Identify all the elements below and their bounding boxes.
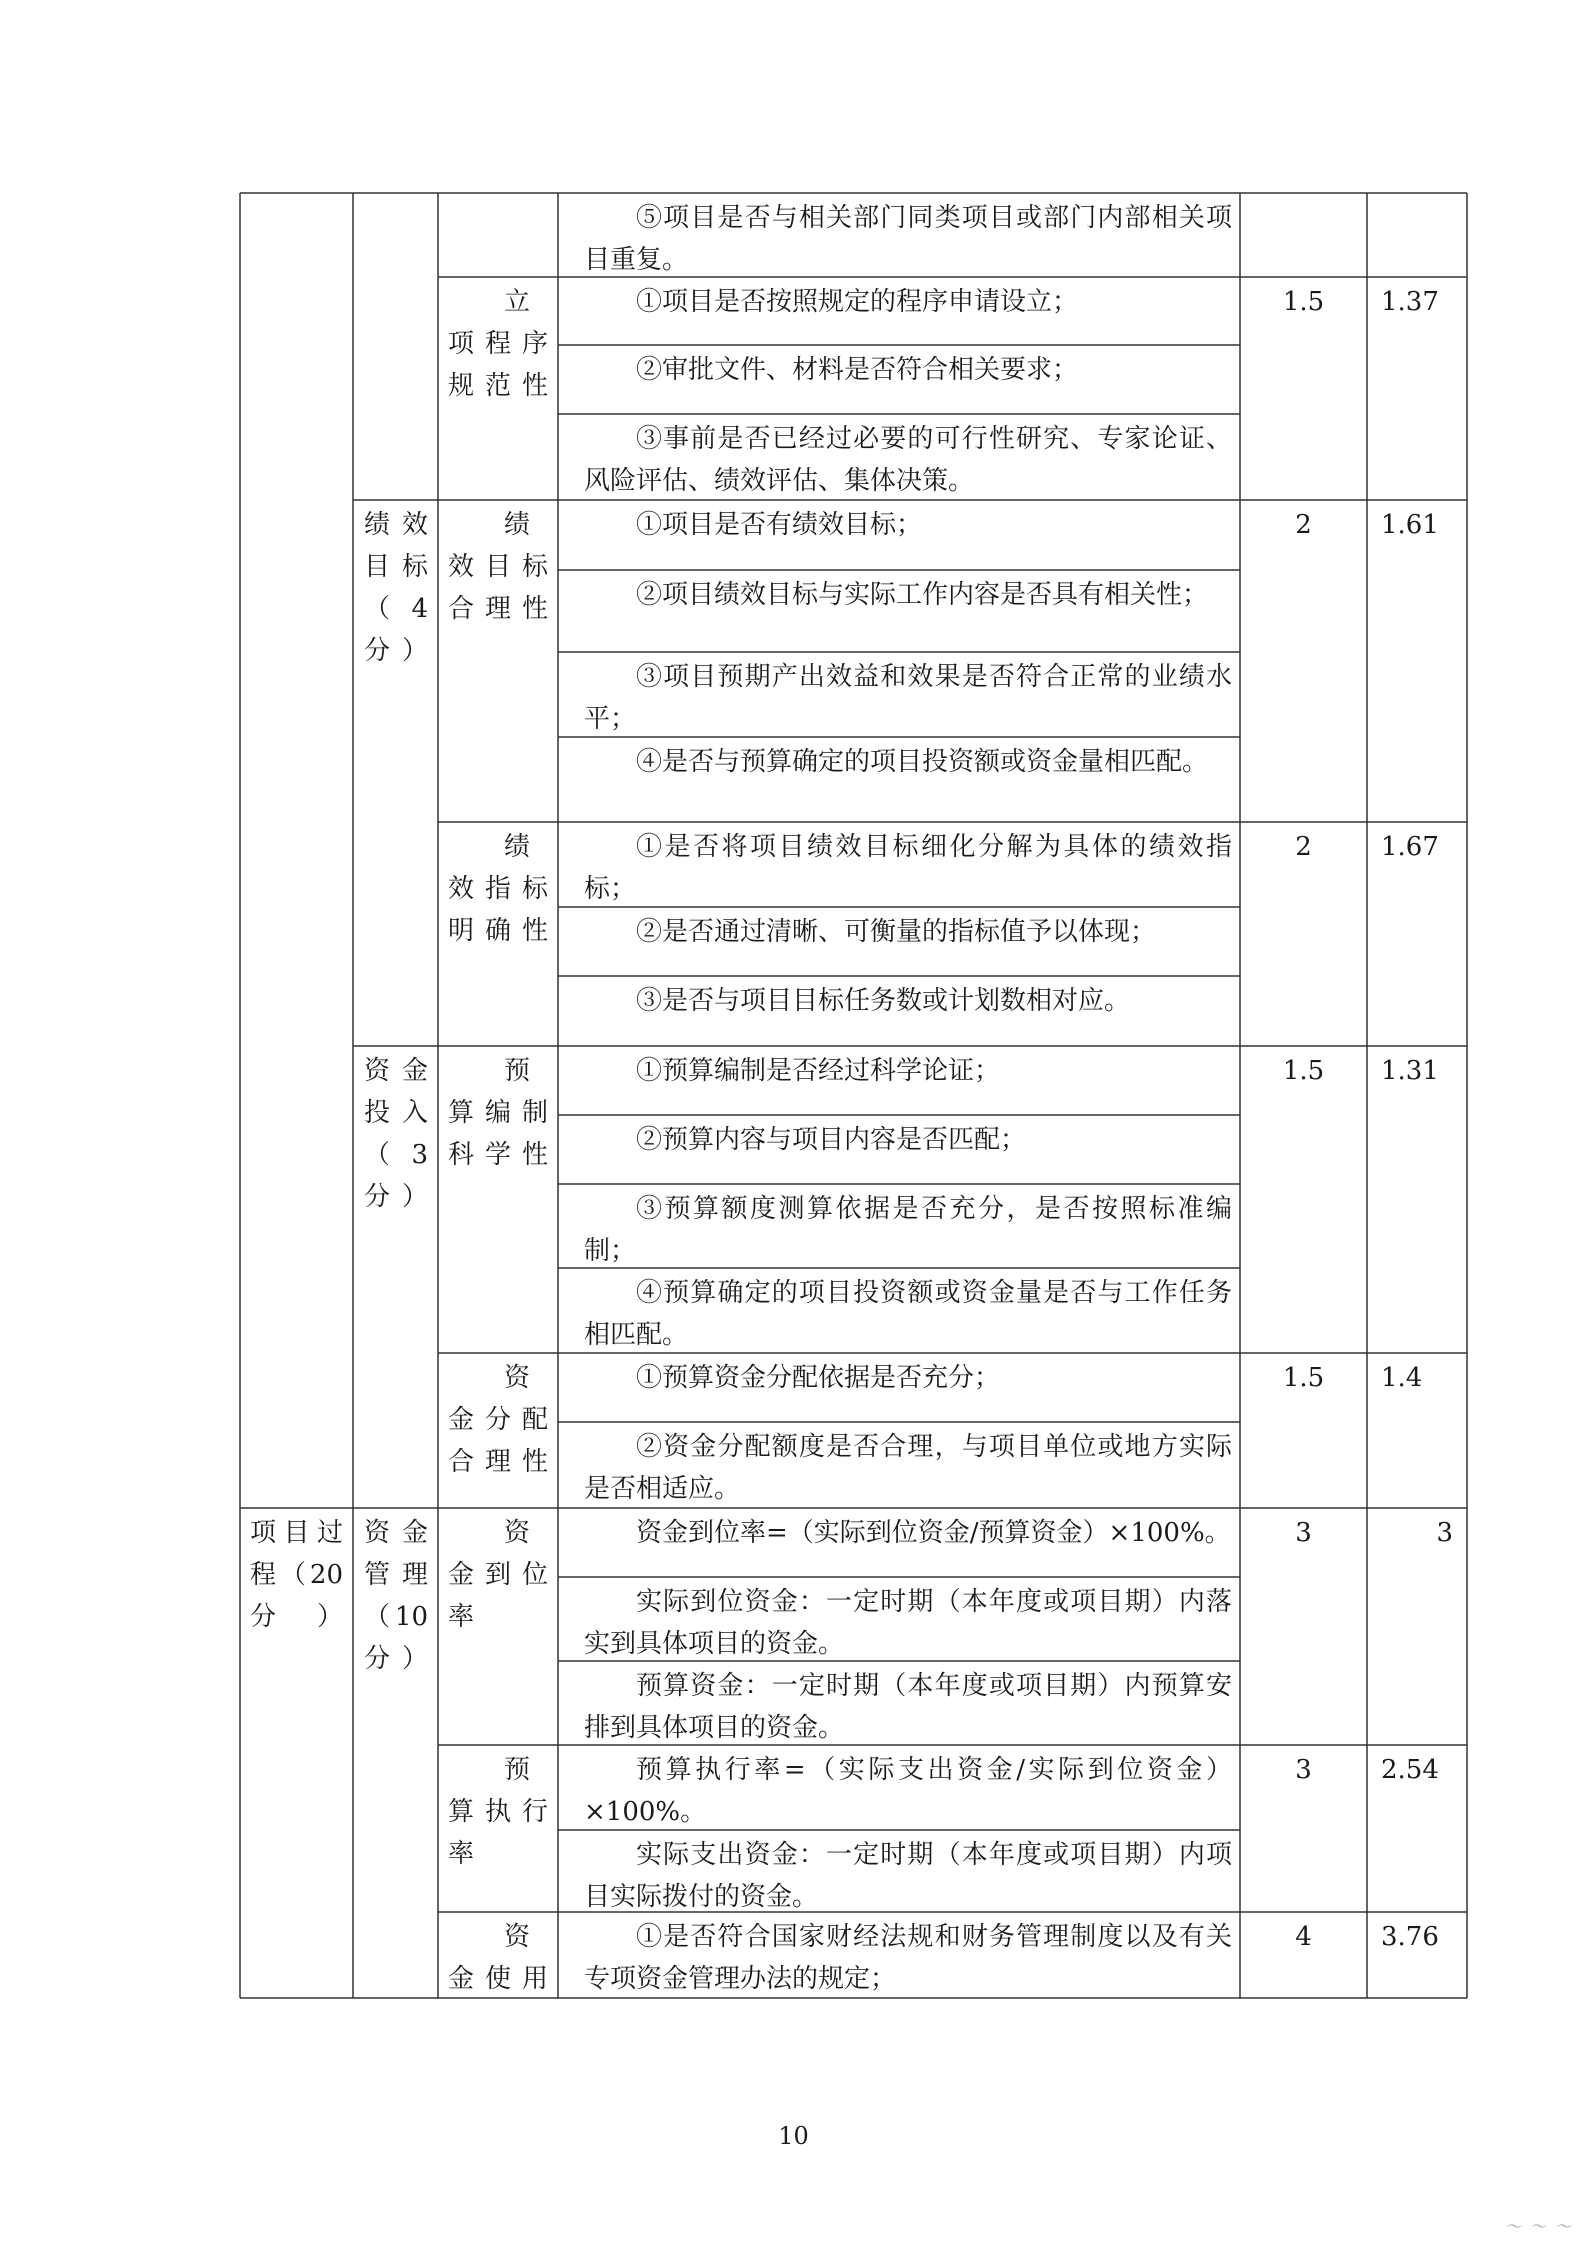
score-value: 3.76 [1381, 1922, 1439, 1952]
criterion-row: 实际支出资金：一定时期（本年度或项目期）内项目实际拨付的资金。 [584, 1840, 1232, 1912]
score-value: 2.54 [1381, 1755, 1439, 1785]
criterion-row: ④是否与预算确定的项目投资额或资金量相匹配。 [636, 747, 1209, 777]
page-number: 10 [778, 2122, 809, 2150]
category-col3-indicator-clarity: 绩效指标明确性 [448, 832, 548, 946]
criterion-row: 预算执行率=（实际支出资金/实际到位资金）×100%。 [584, 1755, 1232, 1827]
score-value: 1.37 [1381, 287, 1439, 317]
criterion-row: 资金到位率=（实际到位资金/预算资金）×100%。 [636, 1518, 1231, 1548]
criterion-row: ①项目是否有绩效目标； [636, 510, 923, 540]
criterion-row: ④预算确定的项目投资额或资金量是否与工作任务相匹配。 [584, 1278, 1232, 1350]
weight-value: 4 [1295, 1922, 1312, 1952]
criterion-row: ③是否与项目目标任务数或计划数相对应。 [636, 986, 1131, 1016]
weight-value: 1.5 [1282, 1363, 1325, 1393]
criterion-row: ②审批文件、材料是否符合相关要求； [636, 355, 1079, 385]
category-col2-funding-mgmt: 资金管理（10分） [364, 1518, 428, 1674]
score-value: 1.31 [1381, 1056, 1439, 1086]
criterion-row: 预算资金：一定时期（本年度或项目期）内预算安排到具体项目的资金。 [584, 1671, 1232, 1743]
criterion-row: ②项目绩效目标与实际工作内容是否具有相关性； [636, 580, 1209, 610]
criterion-row: ②是否通过清晰、可衡量的指标值予以体现； [636, 917, 1157, 947]
criterion-row: ②资金分配额度是否合理，与项目单位或地方实际是否相适应。 [584, 1432, 1232, 1504]
score-value: 1.4 [1381, 1363, 1423, 1393]
weight-value: 2 [1295, 510, 1312, 540]
criterion-row: ①预算编制是否经过科学论证； [636, 1056, 1001, 1086]
criterion-row: ①项目是否按照规定的程序申请设立； [636, 287, 1079, 317]
category-col2-funding-input: 资金投入（3分） [364, 1056, 428, 1212]
criterion-row: ③预算额度测算依据是否充分，是否按照标准编制； [584, 1194, 1232, 1266]
category-col3-budget-scientific: 预算编制科学性 [448, 1056, 548, 1170]
category-col3-arrival-rate: 资金到位率 [448, 1518, 548, 1632]
score-value: 1.61 [1381, 510, 1439, 540]
criterion-row: ③项目预期产出效益和效果是否符合正常的业绩水平； [584, 662, 1232, 734]
category-col3-target-reason: 绩效目标合理性 [448, 510, 548, 624]
criterion-row: ①是否将项目绩效目标细化分解为具体的绩效指标； [584, 832, 1232, 904]
score-value: 1.67 [1381, 832, 1439, 862]
category-col3-fund-use: 资金使用 [448, 1922, 548, 1994]
weight-value: 1.5 [1282, 287, 1325, 317]
weight-value: 2 [1295, 832, 1312, 862]
criterion-row: ①是否符合国家财经法规和财务管理制度以及有关专项资金管理办法的规定； [584, 1922, 1232, 1994]
weight-value: 3 [1295, 1518, 1312, 1548]
category-col3-approval: 立项程序规范性 [448, 287, 548, 401]
category-col3-exec-rate: 预算执行率 [448, 1755, 548, 1869]
criterion-row: ⑤项目是否与相关部门同类项目或部门内部相关项目重复。 [584, 203, 1232, 275]
criterion-row: 实际到位资金：一定时期（本年度或项目期）内落实到具体项目的资金。 [584, 1587, 1232, 1659]
category-col3-allocation: 资金分配合理性 [448, 1363, 548, 1477]
score-value: 3 [1436, 1518, 1453, 1548]
weight-value: 1.5 [1282, 1056, 1325, 1086]
criterion-row: ②预算内容与项目内容是否匹配； [636, 1125, 1027, 1155]
criterion-row: ①预算资金分配依据是否充分； [636, 1363, 1001, 1393]
category-col1-process: 项目过程（20分） [250, 1518, 343, 1632]
watermark-logo: ～ ～ ～ [1504, 2217, 1573, 2236]
category-col2-target: 绩效目标（4分） [364, 510, 428, 666]
criterion-row: ③事前是否已经过必要的可行性研究、专家论证、风险评估、绩效评估、集体决策。 [584, 424, 1232, 496]
weight-value: 3 [1295, 1755, 1312, 1785]
